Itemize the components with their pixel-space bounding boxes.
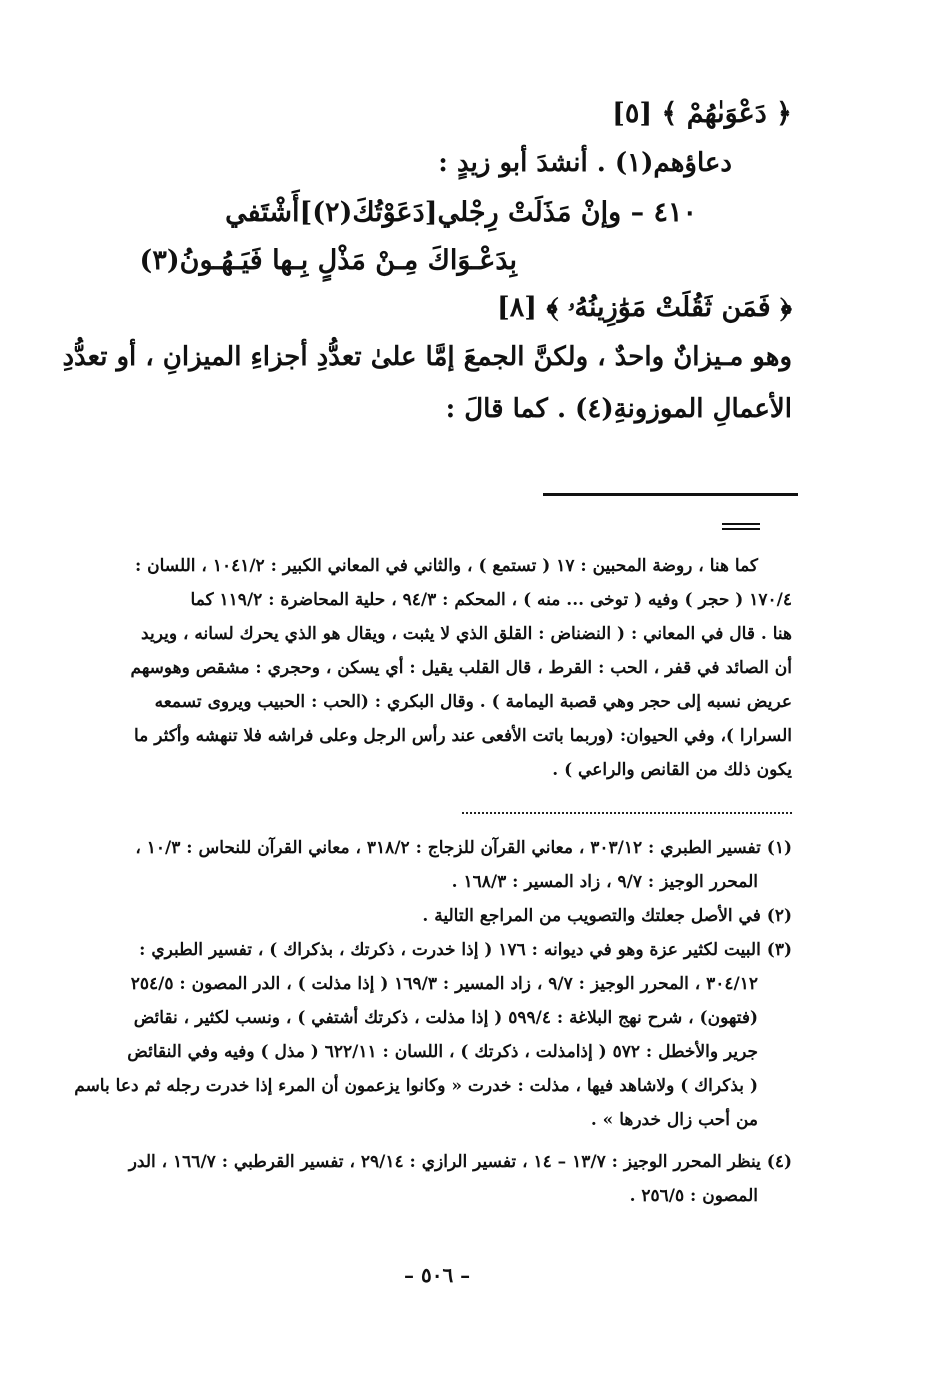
footnote-3-line: (٣) البيت لكثير عزة وهو في ديوانه : ١٧٦ ( إذا خدرت ، ذكرتك ، بذكراك ) ، تفسير الطبري :: [139, 940, 792, 960]
dotted-separator: [462, 812, 792, 814]
text-line-1: دعاؤهم(١) . أنشدَ أبو زيدٍ :: [438, 148, 732, 178]
footnote-3-line: ( بذكراك ) ولاشاهد فيها ، مذلت : خدرت « وكانوا يزعمون أن المرء إذا خدرت رجله ثم دعا باسم: [74, 1076, 758, 1096]
note-line: هنا . قال في المعاني : ( النضناض : القلق الذي لا يثبت ، ويقال هو الذي يحرك لسانه ، ويريد: [141, 624, 792, 644]
verse-heading-1: ﴿ دَعْوَىٰهُمْ ﴾ [٥]: [612, 98, 792, 129]
note-line: كما هنا ، روضة المحبين : ١٧ ( تستمع ) ، والثاني في المعاني الكبير : ١٠٤١/٢ ، اللسان :: [134, 556, 758, 576]
footnote-3-line: من أحب زال خدرها » .: [590, 1110, 758, 1130]
footnote-4-line: المصون : ٢٥٦/٥ .: [629, 1186, 758, 1206]
footnote-1-line: (١) تفسير الطبري : ٣٠٣/١٢ ، معاني القرآن للزجاج : ٣١٨/٢ ، معاني القرآن للنحاس : ١٠/٣ ،: [135, 838, 792, 858]
poem-verse-second-hemistich: بِدَعْـوَاكَ مِـنْ مَذْلٍ بِـها فَيَـهُـونُ(٣): [139, 245, 517, 276]
footnote-1-line: المحرر الوجيز : ٩/٧ ، زاد المسير : ١٦٨/٣ .: [451, 872, 758, 892]
footnote-4-line: (٤) ينظر المحرر الوجيز : ١٣/٧ – ١٤ ، تفسير الرازي : ٢٩/١٤ ، تفسير القرطبي : ١٦٦/٧ ، الدر: [128, 1152, 792, 1172]
poem-verse-first-hemistich: ٤١٠ – وإنْ مَذَلَتْ رِجْلي[دَعَوْتُكَ(٢)]أَشْتَفي: [225, 197, 697, 228]
note-line: السرارا )، وفي الحيوان: (وربما باتت الأفعى عند رأس الرجل وعلى فراشه فلا تنهشه وأكثر ما: [134, 726, 792, 746]
note-line: عريض نسبه إلى حجر وهي قصبة اليمامة ) . وقال البكري : (الحب : الحبيب ويروى تسمعه: [154, 692, 792, 712]
footnote-3-line: (فتهون) ، شرح نهج البلاغة : ٥٩٩/٤ ( إذا مذلت ، ذكرتك أشتفي ) ، ونسب لكثير ، نقائض: [133, 1008, 758, 1028]
page-number: – ٥٠٦ –: [404, 1263, 471, 1287]
footnote-3-line: ٣٠٤/١٢ ، المحرر الوجيز : ٩/٧ ، زاد المسير : ١٦٩/٣ ( إذا مذلت ) ، الدر المصون : ٢٥٤/٥: [130, 974, 758, 994]
footnote-separator-rule: [543, 493, 798, 496]
text-line-3: الأعمالِ الموزونةِ(٤) . كما قالَ :: [445, 394, 792, 424]
footnote-3-line: جرير والأخطل : ٥٧٢ ( إذامذلت ، ذكرتك ) ، اللسان : ٦٢٢/١١ ( مذل ) وفيه وفي النقائض: [127, 1042, 758, 1062]
note-line: ١٧٠/٤ ( حجر ) وفيه ( توخى ... منه ) ، المحكم : ٩٤/٣ ، حلية المحاضرة : ١١٩/٢ كما: [190, 590, 792, 610]
double-rule-mark: [722, 523, 760, 530]
footnote-2-line: (٢) في الأصل جعلتك والتصويب من المراجع التالية .: [422, 906, 792, 926]
verse-heading-2: ﴿ فَمَن ثَقُلَتْ مَوَٰزِينُهُۥ ﴾ [٨]: [496, 292, 792, 323]
note-line: أن الصائد في قفر ، الحب : القرط ، قال القلب يقيل : أي يسكن ، وحجري : مشقص وهوسهم: [130, 658, 792, 678]
text-line-2: وهو مـيزانٌ واحدٌ ، ولكنَّ الجمعَ إمَّا علىٰ تعدُّدِ أجزاءِ الميزانِ ، أو تعدُّدِ: [62, 342, 792, 372]
note-line: يكون ذلك من القانص والراعي ) .: [552, 760, 792, 780]
